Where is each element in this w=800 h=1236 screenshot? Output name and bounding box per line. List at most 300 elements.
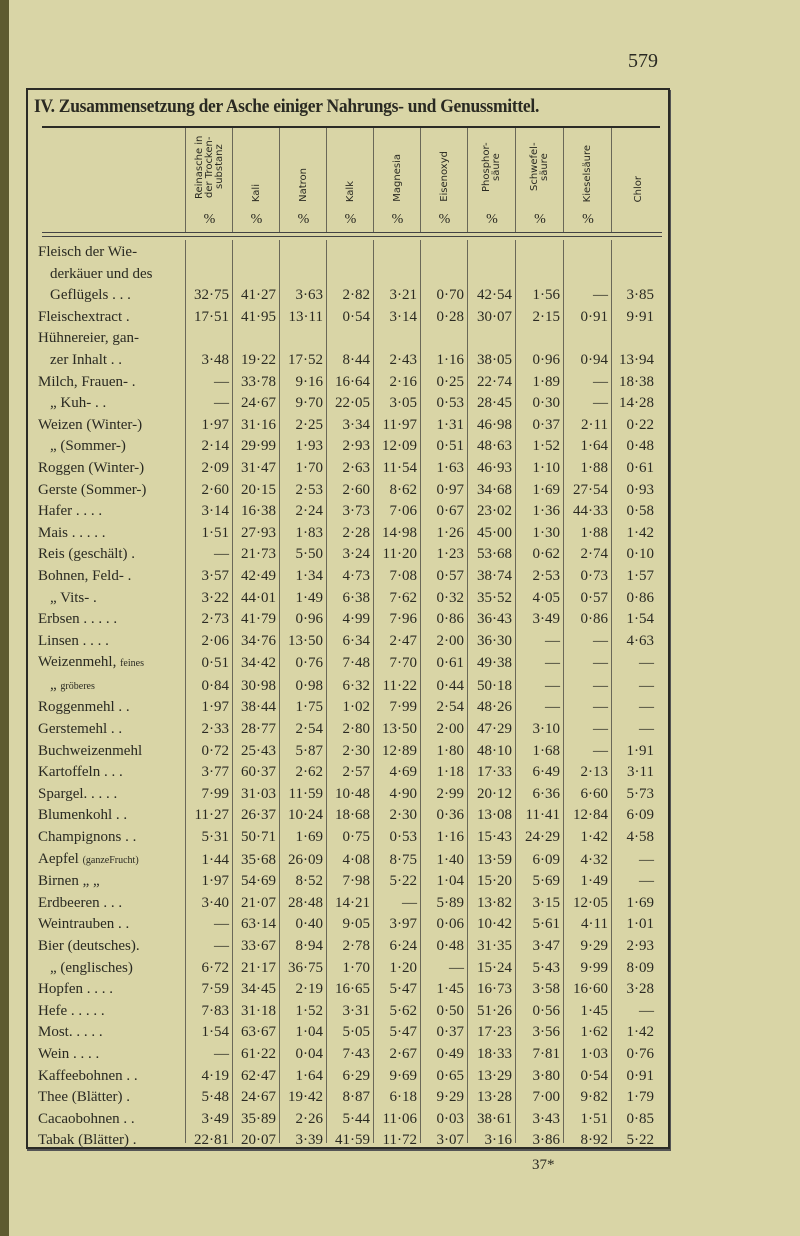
table-row — [28, 480, 668, 502]
table-cell: 31·03 — [241, 785, 276, 802]
row-label — [28, 958, 185, 980]
row-label-line: Erdbeeren . . . — [38, 894, 123, 911]
table-cell: 1·83 — [295, 524, 323, 541]
table-cell: — — [545, 632, 560, 649]
column-header — [373, 128, 421, 232]
row-label — [28, 936, 185, 958]
row-label — [28, 827, 185, 849]
column-unit: % — [391, 212, 404, 227]
table-cell: 27·54 — [573, 481, 608, 498]
table-cell: — — [593, 287, 608, 304]
table-cell: 0·61 — [436, 655, 464, 672]
table-cell: 11·27 — [194, 807, 229, 824]
table-cell: 2·19 — [295, 981, 323, 998]
table-cell: 11·54 — [382, 459, 417, 476]
table-cell: 17·51 — [194, 308, 229, 325]
table-row — [28, 1044, 668, 1066]
table-cell: 3·49 — [201, 1110, 229, 1127]
table-cell: — — [593, 677, 608, 694]
row-label-line: Thee (Blätter) . — [38, 1089, 131, 1106]
table-cell: 0·37 — [436, 1024, 464, 1041]
table-row — [28, 242, 668, 307]
column-unit: % — [582, 212, 594, 227]
column-unit: % — [297, 212, 310, 227]
table-cell: 3·24 — [342, 546, 370, 563]
table-cell: 7·99 — [389, 699, 417, 716]
table-cell: 11·20 — [382, 546, 417, 563]
table-cell: 6·09 — [626, 807, 654, 824]
table-cell: 0·57 — [436, 567, 464, 584]
table-cell: 0·10 — [626, 546, 654, 563]
table-cell: 29·99 — [241, 438, 276, 455]
table-cell: 1·62 — [580, 1024, 608, 1041]
table-cell: 53·68 — [477, 546, 512, 563]
table-cell: 3·48 — [201, 351, 229, 368]
table-cell: — — [593, 655, 608, 672]
table-cell: 1·89 — [532, 373, 560, 390]
table-cell: 3·56 — [532, 1024, 560, 1041]
table-cell: 4·11 — [581, 916, 608, 933]
table-row — [28, 958, 668, 980]
table-cell: 7·70 — [389, 655, 417, 672]
column-header — [326, 128, 374, 232]
table-cell: 13·50 — [288, 632, 323, 649]
table-row — [28, 393, 668, 415]
table-title: IV. Zusammensetzung der Asche einiger Nahrungs- und Genussmittel. — [34, 96, 540, 117]
row-label — [28, 741, 185, 763]
table-cell: 62·47 — [241, 1067, 276, 1084]
table-row — [28, 1109, 668, 1131]
table-cell: 1·42 — [626, 1024, 654, 1041]
row-label — [28, 544, 185, 566]
table-cell: 9·82 — [580, 1089, 608, 1106]
table-cell: — — [639, 699, 654, 716]
table-cell: 1·69 — [295, 829, 323, 846]
table-row — [28, 1022, 668, 1044]
table-cell: 13·28 — [477, 1089, 512, 1106]
table-cell: — — [214, 395, 229, 412]
table-cell: 7·06 — [389, 503, 417, 520]
row-label-line: „ — [50, 676, 57, 693]
table-cell: 2·47 — [389, 632, 417, 649]
table-cell: 50·71 — [241, 829, 276, 846]
table-cell: 4·19 — [201, 1067, 229, 1084]
table-cell: 5·61 — [532, 916, 560, 933]
table-cell: 21·17 — [241, 959, 276, 976]
table-cell: 2·00 — [436, 632, 464, 649]
table-cell: 0·76 — [626, 1045, 654, 1062]
table-row — [28, 784, 668, 806]
table-cell: 21·73 — [241, 546, 276, 563]
table-cell: 0·72 — [201, 742, 229, 759]
row-label — [28, 1022, 185, 1044]
table-cell: 24·67 — [241, 395, 276, 412]
column-unit: % — [250, 212, 263, 227]
table-cell: 1·57 — [626, 567, 654, 584]
table-cell: 35·52 — [477, 589, 512, 606]
table-cell: 2·13 — [580, 764, 608, 781]
table-cell: 1·18 — [436, 764, 464, 781]
table-cell: 16·60 — [573, 981, 608, 998]
table-cell: 1·64 — [295, 1067, 323, 1084]
table-cell: 4·73 — [342, 567, 370, 584]
table-cell: 31·47 — [241, 459, 276, 476]
table-cell: 2·78 — [342, 938, 370, 954]
table-cell: 1·54 — [201, 1024, 229, 1041]
table-cell: 1·45 — [580, 1002, 608, 1019]
table-cell: 2·62 — [295, 764, 323, 781]
table-cell: 36·43 — [477, 611, 512, 628]
table-cell: 0·32 — [436, 589, 464, 606]
row-label-line: Geflügels . . . — [50, 287, 131, 304]
table-cell: 2·30 — [342, 742, 370, 759]
table-cell: 11·72 — [382, 1132, 417, 1149]
table-cell: 3·34 — [342, 416, 370, 433]
table-cell: 46·93 — [477, 459, 512, 476]
column-header — [467, 128, 516, 232]
row-label — [28, 609, 185, 631]
table-cell: 3·58 — [532, 981, 560, 998]
table-cell: 0·94 — [580, 351, 608, 368]
row-label-line: Hefe . . . . . — [38, 1002, 105, 1019]
row-label-line: Tabak (Blätter) . — [38, 1132, 137, 1149]
table-cell: 26·37 — [241, 807, 276, 824]
table-cell: 16·38 — [241, 503, 276, 520]
row-label — [28, 436, 185, 458]
table-cell: 3·85 — [626, 287, 654, 304]
table-cell: 0·56 — [532, 1002, 560, 1019]
table-cell: 18·68 — [335, 807, 370, 824]
table-cell: 0·53 — [436, 395, 464, 412]
table-body — [28, 240, 668, 1152]
table-cell: 8·94 — [295, 938, 323, 954]
table-cell: 27·93 — [241, 524, 276, 541]
table-cell: 0·75 — [342, 829, 370, 846]
table-row — [28, 458, 668, 480]
table-cell: 0·96 — [295, 611, 323, 628]
table-cell: 5·43 — [532, 959, 560, 976]
table-cell: 3·10 — [532, 721, 560, 738]
table-cell: 3·73 — [342, 503, 370, 520]
table-cell: 11·59 — [288, 785, 323, 802]
table-cell: 1·97 — [201, 699, 229, 716]
row-label-line: Blumenkohl . . — [38, 807, 128, 824]
table-cell: 5·22 — [389, 873, 417, 890]
table-cell: — — [593, 632, 608, 649]
row-label — [28, 242, 185, 307]
table-cell: 41·59 — [335, 1132, 370, 1149]
row-label — [28, 480, 185, 502]
table-cell: — — [402, 894, 417, 911]
table-cell: 0·86 — [580, 611, 608, 628]
table-row — [28, 741, 668, 763]
table-cell: 0·28 — [436, 308, 464, 325]
table-cell: 5·50 — [295, 546, 323, 563]
row-label-line: Aepfel — [38, 850, 79, 867]
row-label — [28, 1130, 185, 1152]
table-row — [28, 675, 668, 698]
table-cell: 1·69 — [626, 894, 654, 911]
table-cell: 2·16 — [389, 373, 417, 390]
table-cell: 2·54 — [436, 699, 464, 716]
ash-composition-table — [26, 88, 670, 1149]
column-label: Chlor — [632, 175, 644, 202]
table-cell: 7·59 — [201, 981, 229, 998]
table-cell: 3·07 — [436, 1132, 464, 1149]
table-cell: 38·74 — [477, 567, 512, 584]
table-cell: 2·57 — [342, 764, 370, 781]
row-label-line: Most. . . . . — [38, 1024, 103, 1041]
table-cell: 0·53 — [389, 829, 417, 846]
table-cell: 1·52 — [295, 1002, 323, 1019]
table-cell: 5·73 — [626, 785, 654, 802]
table-cell: 51·26 — [477, 1002, 512, 1019]
table-cell: 0·30 — [532, 395, 560, 412]
table-cell: 4·08 — [342, 851, 370, 868]
table-cell: 1·44 — [201, 851, 229, 868]
table-cell: 1·20 — [389, 959, 417, 976]
table-cell: 20·07 — [241, 1132, 276, 1149]
table-cell: 35·89 — [241, 1110, 276, 1127]
table-cell: 7·43 — [342, 1045, 370, 1062]
table-cell: 0·96 — [532, 351, 560, 368]
row-label — [28, 871, 185, 893]
table-cell: 1·69 — [532, 481, 560, 498]
table-cell: 0·97 — [436, 481, 464, 498]
table-cell: 33·67 — [241, 938, 276, 954]
table-cell: 19·22 — [241, 351, 276, 368]
table-cell: 4·32 — [580, 851, 608, 868]
row-label-line: Hopfen . . . . — [38, 981, 113, 998]
table-cell: 1·34 — [295, 567, 323, 584]
table-cell: 3·80 — [532, 1067, 560, 1084]
table-cell: — — [593, 742, 608, 759]
table-cell: 28·77 — [241, 721, 276, 738]
table-cell: 1·03 — [580, 1045, 608, 1062]
table-cell: 5·87 — [295, 742, 323, 759]
table-cell: 44·01 — [241, 589, 276, 606]
table-cell: — — [593, 699, 608, 716]
table-row — [28, 762, 668, 784]
table-cell: 1·88 — [580, 524, 608, 541]
table-cell: 1·88 — [580, 459, 608, 476]
table-cell: — — [639, 873, 654, 890]
table-row — [28, 501, 668, 523]
table-cell: 1·42 — [580, 829, 608, 846]
table-cell: 41·79 — [241, 611, 276, 628]
row-label — [28, 675, 185, 698]
table-cell: 3·39 — [295, 1132, 323, 1149]
table-cell: 3·28 — [626, 981, 654, 998]
table-cell: 8·75 — [389, 851, 417, 868]
table-cell: 12·84 — [573, 807, 608, 824]
column-header — [420, 128, 468, 232]
table-cell: 1·45 — [436, 981, 464, 998]
row-label-line: Weizenmehl, — [38, 654, 117, 671]
book-spine-shadow — [0, 0, 9, 1236]
table-cell: 1·70 — [342, 959, 370, 976]
table-cell: 8·62 — [389, 481, 417, 498]
table-cell: 30·07 — [477, 308, 512, 325]
table-cell: 1·51 — [201, 524, 229, 541]
table-cell: 50·18 — [477, 677, 512, 694]
table-cell: 1·80 — [436, 742, 464, 759]
row-label-line: zer Inhalt . . — [50, 351, 123, 368]
table-row — [28, 566, 668, 588]
table-cell: 34·45 — [241, 981, 276, 998]
row-label-line: Hühnereier, gan- — [38, 330, 140, 347]
table-cell: 1·36 — [532, 503, 560, 520]
table-cell: 9·70 — [295, 395, 323, 412]
table-cell: 21·07 — [241, 894, 276, 911]
table-cell: 9·99 — [580, 959, 608, 976]
table-row — [28, 1066, 668, 1088]
table-cell: 34·68 — [477, 481, 512, 498]
row-label — [28, 307, 185, 329]
table-cell: 5·89 — [436, 894, 464, 911]
table-cell: 0·58 — [626, 503, 654, 520]
table-cell: 9·29 — [436, 1089, 464, 1106]
row-label — [28, 415, 185, 437]
row-label-line: Gerstemehl . . — [38, 721, 123, 738]
table-cell: 18·38 — [619, 373, 654, 390]
row-label-line: Hafer . . . . — [38, 503, 103, 520]
table-cell: 3·22 — [201, 589, 229, 606]
table-cell: 36·30 — [477, 632, 512, 649]
table-cell: 6·24 — [389, 938, 417, 954]
table-cell: — — [214, 916, 229, 933]
table-cell: 16·64 — [335, 373, 370, 390]
table-cell: 22·05 — [335, 395, 370, 412]
table-cell: — — [593, 373, 608, 390]
table-cell: 6·60 — [580, 785, 608, 802]
table-cell: 11·41 — [525, 807, 560, 824]
table-cell: 2·28 — [342, 524, 370, 541]
row-label-line: Champignons . . — [38, 829, 137, 846]
table-cell: 28·48 — [288, 894, 323, 911]
table-cell: 2·93 — [342, 438, 370, 455]
column-header — [515, 128, 564, 232]
row-label-line: Kaffeebohnen . . — [38, 1067, 138, 1084]
column-label: Eisenoxyd — [438, 151, 450, 202]
table-cell: 3·31 — [342, 1002, 370, 1019]
table-cell: — — [639, 1002, 654, 1019]
table-cell: 6·34 — [342, 632, 370, 649]
table-cell: 13·82 — [477, 894, 512, 911]
table-cell: 41·95 — [241, 308, 276, 325]
table-row — [28, 652, 668, 675]
table-cell: 2·60 — [342, 481, 370, 498]
row-label-line: Fleischextract . — [38, 308, 130, 325]
table-cell: 10·48 — [335, 785, 370, 802]
table-cell: 0·22 — [626, 416, 654, 433]
table-cell: 6·18 — [389, 1089, 417, 1106]
table-row — [28, 805, 668, 827]
table-cell: — — [545, 699, 560, 716]
table-cell: 3·63 — [295, 287, 323, 304]
row-label — [28, 805, 185, 827]
table-row — [28, 588, 668, 610]
table-cell: 3·86 — [532, 1132, 560, 1149]
table-cell: 8·87 — [342, 1089, 370, 1106]
table-cell: 1·04 — [295, 1024, 323, 1041]
table-cell: 9·05 — [342, 916, 370, 933]
row-label — [28, 566, 185, 588]
table-cell: — — [545, 677, 560, 694]
row-label-line: Erbsen . . . . . — [38, 611, 118, 628]
table-cell: 2·00 — [436, 721, 464, 738]
row-label — [28, 372, 185, 394]
table-cell: 0·67 — [436, 503, 464, 520]
table-row — [28, 719, 668, 741]
row-label — [28, 458, 185, 480]
table-cell: 1·10 — [532, 459, 560, 476]
row-label — [28, 784, 185, 806]
table-cell: 2·09 — [201, 459, 229, 476]
column-header — [185, 128, 233, 232]
row-label-line: Weizen (Winter-) — [38, 416, 143, 433]
table-cell: 8·44 — [342, 351, 370, 368]
table-cell: 1·26 — [436, 524, 464, 541]
column-label: Kalk — [344, 180, 356, 202]
column-label: Kali — [250, 183, 262, 202]
table-cell: 1·16 — [436, 351, 464, 368]
table-cell: 13·50 — [382, 721, 417, 738]
table-cell: 48·26 — [477, 699, 512, 716]
table-cell: 47·29 — [477, 721, 512, 738]
table-cell: 19·42 — [288, 1089, 323, 1106]
table-row — [28, 1087, 668, 1109]
table-cell: 17·23 — [477, 1024, 512, 1041]
table-cell: 2·73 — [201, 611, 229, 628]
table-row — [28, 544, 668, 566]
table-cell: 7·96 — [389, 611, 417, 628]
table-cell: 5·22 — [626, 1132, 654, 1149]
table-cell: 38·44 — [241, 699, 276, 716]
column-label: Magnesia — [391, 154, 403, 202]
table-cell: 14·98 — [382, 524, 417, 541]
table-cell: 2·33 — [201, 721, 229, 738]
table-row — [28, 697, 668, 719]
table-cell: 30·98 — [241, 677, 276, 694]
table-cell: 3·40 — [201, 894, 229, 911]
table-cell: 2·80 — [342, 721, 370, 738]
row-label-line: Kartoffeln . . . — [38, 764, 123, 781]
table-cell: 2·60 — [201, 481, 229, 498]
table-row — [28, 827, 668, 849]
table-cell: 6·36 — [532, 785, 560, 802]
table-cell: 24·29 — [525, 829, 560, 846]
column-unit: % — [344, 212, 357, 227]
table-cell: 1·54 — [626, 611, 654, 628]
table-cell: 6·38 — [342, 589, 370, 606]
table-cell: 1·30 — [532, 524, 560, 541]
table-row — [28, 914, 668, 936]
table-cell: 38·61 — [477, 1110, 512, 1127]
row-label — [28, 501, 185, 523]
table-cell: — — [449, 959, 464, 976]
table-cell: 10·24 — [288, 807, 323, 824]
table-cell: 2·99 — [436, 785, 464, 802]
row-label-line: derkäuer und des — [50, 265, 153, 282]
table-cell: — — [214, 546, 229, 563]
table-cell: 0·98 — [295, 677, 323, 694]
table-cell: 1·64 — [580, 438, 608, 455]
column-label: Natron — [297, 168, 309, 202]
table-cell: 2·53 — [532, 567, 560, 584]
table-cell: 28·45 — [477, 395, 512, 412]
row-label — [28, 762, 185, 784]
